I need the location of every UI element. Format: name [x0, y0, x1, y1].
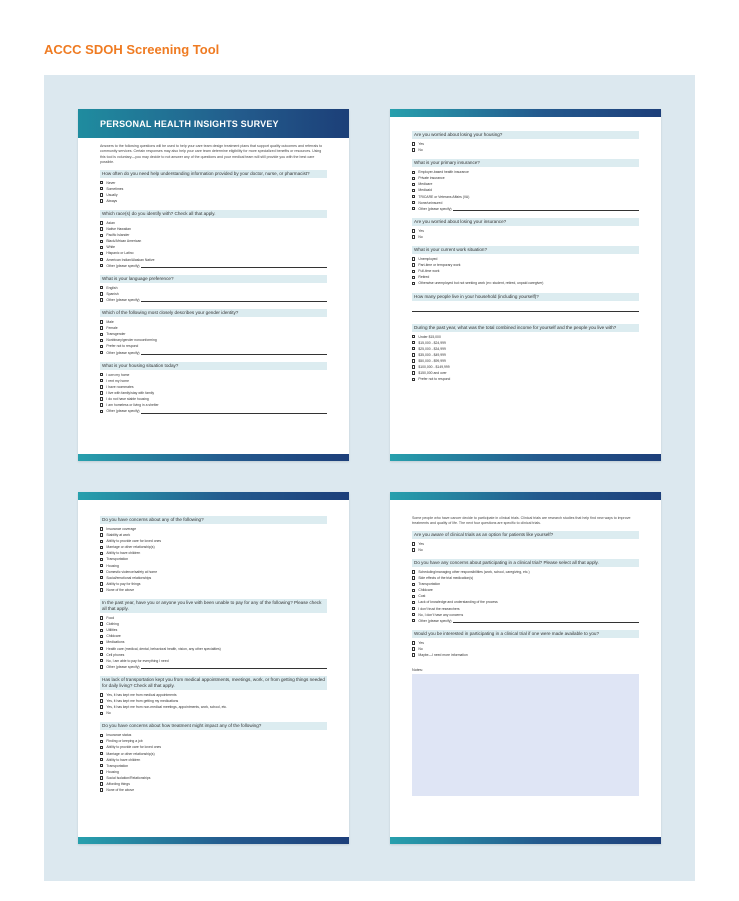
checkbox[interactable] [412, 653, 415, 656]
option-label: Other (please specify) [106, 664, 140, 669]
checkbox[interactable] [100, 629, 103, 632]
specify-line[interactable] [141, 263, 327, 268]
checkbox[interactable] [412, 353, 415, 356]
checkbox[interactable] [412, 171, 415, 174]
question-text: How often do you need help understanding information provided by your doctor, nurse, or pharmacist? [100, 170, 327, 178]
option-label: English [106, 285, 118, 290]
checkbox[interactable] [100, 582, 103, 585]
page-banner [78, 109, 349, 138]
option-label: Other (please specify) [418, 206, 452, 211]
option-label: Transportation [106, 557, 129, 562]
checkbox[interactable] [412, 263, 415, 266]
option-label: Unemployed [418, 257, 438, 262]
checkbox[interactable] [412, 229, 415, 232]
checkbox[interactable] [100, 558, 103, 561]
checkbox[interactable] [100, 199, 103, 202]
checkbox[interactable] [100, 705, 103, 708]
checkbox[interactable] [412, 607, 415, 610]
question-spacer [412, 658, 639, 664]
checkbox[interactable] [412, 201, 415, 204]
answer-option[interactable] [100, 350, 327, 356]
checkbox[interactable] [412, 235, 415, 238]
option-label: Utilities [106, 628, 118, 633]
option-label: Female [106, 326, 118, 331]
option-label: Finding or keeping a job [106, 739, 143, 744]
checkbox[interactable] [100, 588, 103, 591]
specify-line[interactable] [453, 618, 639, 623]
answer-option[interactable] [412, 206, 639, 212]
intro-text: Answers to the following questions will be used to help your care team design treatment plans that support quality outcomes and referrals to community services. Certain responses may also help your care team determine eligibility for more specialized benefits or resources. Using this tool is voluntary—you may decide to not answer any of the questions and your medical team will still provide you with the best care possible. [100, 144, 323, 165]
page-top-bar [390, 492, 661, 500]
page-top-bar [78, 492, 349, 500]
answer-option[interactable] [100, 664, 327, 670]
checkbox[interactable] [100, 193, 103, 196]
option-label: $35,000 - $49,999 [418, 352, 446, 357]
checkbox[interactable] [100, 286, 103, 289]
option-label: Marriage or other relationship(s) [106, 751, 155, 756]
checkbox[interactable] [100, 403, 103, 406]
option-label: Marriage or other relationship(s) [106, 545, 155, 550]
option-label: Private insurance [418, 176, 445, 181]
specify-line[interactable] [453, 206, 639, 211]
checkbox[interactable] [412, 589, 415, 592]
checkbox[interactable] [100, 776, 103, 779]
option-label: American Indian/Alaskan Native [106, 257, 155, 262]
option-label: Insurance status [106, 733, 132, 738]
specify-line[interactable] [141, 409, 327, 414]
checkbox[interactable] [412, 647, 415, 650]
checkbox[interactable] [100, 533, 103, 536]
option-label: Retired [418, 275, 430, 280]
question-text: Are you aware of clinical trials as an option for patients like yourself? [412, 531, 639, 539]
checkbox[interactable] [100, 552, 103, 555]
checkbox[interactable] [100, 320, 103, 323]
checkbox[interactable] [100, 339, 103, 342]
checkbox[interactable] [100, 616, 103, 619]
checkbox[interactable] [412, 189, 415, 192]
option-label: None of the above [106, 788, 135, 793]
checkbox[interactable] [100, 764, 103, 767]
option-label: I own my home [106, 372, 130, 377]
checkbox[interactable] [100, 252, 103, 255]
checkbox[interactable] [100, 540, 103, 543]
checkbox[interactable] [100, 734, 103, 737]
answer-line[interactable] [412, 303, 639, 312]
option-label: Cell phones [106, 652, 125, 657]
checkbox[interactable] [100, 770, 103, 773]
checkbox[interactable] [100, 326, 103, 329]
option-label: Full-time work [418, 269, 440, 274]
option-label: Stability at work [106, 533, 131, 538]
option-label: Spanish [106, 291, 119, 296]
option-label: Usually [106, 192, 118, 197]
question-spacer [100, 793, 327, 799]
option-label: I have roommates [106, 384, 134, 389]
option-label: Asian [106, 221, 115, 225]
option-label: No [106, 711, 111, 716]
option-label: I do not have stable housing [106, 396, 149, 401]
option-label: Native Hawaiian [106, 227, 131, 232]
option-label: No [418, 234, 423, 239]
checkbox[interactable] [412, 276, 415, 279]
checkbox[interactable] [412, 183, 415, 186]
option-label: Medications [106, 640, 125, 645]
question-list [100, 516, 327, 799]
option-label: Yes [418, 640, 424, 645]
checkbox[interactable] [100, 410, 103, 413]
option-label: Under $15,000 [418, 334, 441, 339]
option-label: I rent my home [106, 378, 130, 383]
option-label: Other (please specify) [106, 263, 140, 268]
checkbox[interactable] [100, 240, 103, 243]
option-label: Yes [418, 142, 424, 146]
question-text: Do you have any concerns about participating in a clinical trial? Please select all that apply. [412, 559, 639, 567]
checkbox[interactable] [100, 397, 103, 400]
page-bottom-bar [390, 454, 661, 461]
option-label: Transportation [106, 763, 129, 768]
checkbox[interactable] [100, 345, 103, 348]
checkbox[interactable] [100, 298, 103, 301]
checkbox[interactable] [412, 207, 415, 210]
option-label: Health care (medical, dental, behavioral health, vision, any other specialties) [106, 646, 221, 651]
survey-page-3 [78, 492, 349, 844]
option-label: No, I don't have any concerns [418, 612, 464, 617]
checkbox[interactable] [100, 391, 103, 394]
page-bottom-bar [78, 454, 349, 461]
checkbox[interactable] [100, 752, 103, 755]
checkbox[interactable] [100, 264, 103, 267]
option-label: None of the above [106, 587, 135, 592]
option-label: Scheduling/managing other responsibilities (work, school, caregiving, etc.) [418, 570, 530, 574]
checkbox[interactable] [412, 570, 415, 573]
option-label: Black/African American [106, 239, 142, 244]
question-list [412, 531, 639, 664]
specify-line[interactable] [141, 350, 327, 355]
option-label: Sometimes [106, 186, 124, 191]
checkbox[interactable] [100, 782, 103, 785]
option-label: I am homeless or living in a shelter [106, 403, 159, 408]
option-label: I live with family/stay with family [106, 390, 155, 395]
checkbox[interactable] [412, 641, 415, 644]
question-text: Are you worried about losing your housing? [412, 131, 639, 139]
question-text: What is your current work situation? [412, 246, 639, 254]
option-label: Pacific Islander [106, 233, 130, 238]
question-spacer [412, 382, 639, 388]
option-label: No [418, 646, 423, 651]
checkbox[interactable] [412, 365, 415, 368]
option-label: Part-time or temporary work [418, 263, 461, 268]
checkbox[interactable] [412, 347, 415, 350]
answer-option[interactable] [100, 263, 327, 269]
checkbox[interactable] [100, 758, 103, 761]
checkbox[interactable] [100, 292, 103, 295]
answer-option[interactable] [412, 618, 639, 624]
checkbox[interactable] [100, 527, 103, 530]
page-bottom-bar [390, 837, 661, 844]
checkbox[interactable] [100, 351, 103, 354]
option-label: None/uninsured [418, 200, 443, 205]
option-label: Side effects of the trial medication(s) [418, 576, 474, 581]
option-label: Yes, it has kept me from getting my medications [106, 698, 179, 703]
option-label: Ability to provide care for loved ones [106, 745, 162, 750]
survey-page-1 [78, 109, 349, 461]
question-text: Which race(s) do you identify with? Check all that apply. [100, 210, 327, 218]
option-label: Ability to pay for things [106, 581, 141, 586]
question-text: Has lack of transportation kept you from medical appointments, meetings, work, or from getting things needed for daily living? Check all that apply. [100, 676, 327, 690]
checkbox[interactable] [100, 647, 103, 650]
checkbox[interactable] [412, 195, 415, 198]
checkbox[interactable] [412, 378, 415, 381]
option-label: Yes, it has kept me from medical appointments [106, 692, 177, 697]
checkbox[interactable] [100, 379, 103, 382]
checkbox[interactable] [100, 576, 103, 579]
option-label: Ability to provide care for loved ones [106, 539, 162, 544]
checkbox[interactable] [100, 635, 103, 638]
question-text: Do you have concerns about how treatment might impact any of the following? [100, 722, 327, 730]
question-text: In the past year, have you or anyone you live with been unable to pay for any of the following? Please check all that apply. [100, 599, 327, 613]
checkbox[interactable] [100, 659, 103, 662]
question-text: Would you be interested in participating in a clinical trial if one were made available to you? [412, 630, 639, 638]
checkbox[interactable] [100, 788, 103, 791]
checkbox[interactable] [100, 699, 103, 702]
option-label: Transportation [418, 582, 441, 587]
checkbox[interactable] [412, 601, 415, 604]
question-text: How many people live in your household (including yourself)? [412, 293, 639, 301]
document-title: ACCC SDOH Screening Tool [44, 42, 220, 57]
checkbox[interactable] [412, 595, 415, 598]
checkbox[interactable] [412, 371, 415, 374]
option-label: Lack of knowledge and understanding of the process [418, 600, 498, 605]
option-label: Never [106, 180, 116, 185]
checkbox[interactable] [100, 546, 103, 549]
checkbox[interactable] [412, 619, 415, 622]
checkbox[interactable] [100, 693, 103, 696]
checkbox[interactable] [412, 548, 415, 551]
checkbox[interactable] [100, 622, 103, 625]
question-list [412, 131, 639, 388]
option-label: Ability to have children [106, 551, 141, 556]
checkbox[interactable] [100, 665, 103, 668]
clinical-trials-intro: Some people who have cancer decide to participate in clinical trials. Clinical trials are research studies that help find new ways to improve treatments and quality of life. The next four questions are specific to clinical trials. [412, 516, 631, 526]
option-label: Housing [106, 563, 119, 568]
checkbox[interactable] [412, 542, 415, 545]
option-label: $100,000 - $149,999 [418, 364, 450, 369]
option-label: Yes [418, 541, 424, 546]
checkbox[interactable] [100, 740, 103, 743]
option-label: Prefer not to respond [106, 344, 139, 349]
answer-option[interactable] [100, 297, 327, 303]
option-label: Prefer not to respond [418, 377, 451, 382]
option-label: Hispanic or Latino [106, 251, 134, 256]
checkbox[interactable] [100, 187, 103, 190]
notes-field[interactable] [412, 674, 639, 796]
checkbox[interactable] [100, 227, 103, 230]
question-text: What is your language preference? [100, 275, 327, 283]
option-label: Insurance coverage [106, 527, 137, 531]
checkbox[interactable] [100, 234, 103, 237]
checkbox[interactable] [412, 282, 415, 285]
option-label: Cost [418, 594, 426, 599]
option-label: Clothing [106, 622, 119, 627]
checkbox[interactable] [412, 359, 415, 362]
option-label: Medicare [418, 182, 433, 187]
question-list [100, 170, 327, 421]
option-label: Housing [106, 769, 119, 774]
option-label: $25,000 - $34,999 [418, 346, 446, 351]
option-label: Other (please specify) [418, 618, 452, 623]
option-label: $150,000 and over [418, 371, 447, 376]
page-bottom-bar [78, 837, 349, 844]
option-label: Food [106, 616, 115, 621]
checkbox[interactable] [412, 257, 415, 260]
checkbox[interactable] [100, 385, 103, 388]
checkbox[interactable] [412, 583, 415, 586]
option-label: Affording things [106, 782, 130, 786]
option-label: Domestic violence/safety at home [106, 569, 158, 574]
survey-page-2 [390, 109, 661, 461]
option-label: Childcare [418, 588, 433, 593]
option-label: $15,000 - $24,999 [418, 340, 446, 345]
option-label: $50,000 - $99,999 [418, 358, 446, 363]
checkbox[interactable] [100, 653, 103, 656]
option-label: TRICARE or Veterans Affairs (VA) [418, 194, 470, 199]
checkbox[interactable] [100, 373, 103, 376]
checkbox[interactable] [412, 142, 415, 145]
checkbox[interactable] [412, 177, 415, 180]
option-label: Other (please specify) [106, 409, 140, 414]
option-label: Nonbinary/gender nonconforming [106, 338, 157, 343]
question-text: What is your primary insurance? [412, 159, 639, 167]
option-label: Other (please specify) [106, 350, 140, 355]
option-label: Male [106, 320, 114, 325]
option-label: Transgender [106, 332, 126, 337]
option-label: Always [106, 198, 118, 203]
option-label: Other (please specify) [106, 297, 140, 302]
checkbox[interactable] [100, 221, 103, 224]
checkbox[interactable] [100, 246, 103, 249]
option-label: Otherwise unemployed but not seeking work (ex: student, retired, unpaid caregiver) [418, 281, 544, 286]
checkbox[interactable] [100, 258, 103, 261]
notes-label: Notes: [412, 668, 423, 673]
option-label: Childcare [106, 634, 121, 639]
checkbox[interactable] [100, 333, 103, 336]
specify-line[interactable] [141, 664, 327, 669]
question-text: Do you have concerns about any of the following? [100, 516, 327, 524]
option-label: Ability to have children [106, 757, 141, 762]
specify-line[interactable] [141, 297, 327, 302]
question-text: Are you worried about losing your insurance? [412, 218, 639, 226]
option-label: Social Isolation/Relationships [106, 775, 151, 780]
checkbox[interactable] [100, 641, 103, 644]
checkbox[interactable] [100, 570, 103, 573]
question-text: What is your housing situation today? [100, 362, 327, 370]
survey-title: PERSONAL HEALTH INSIGHTS SURVEY [100, 119, 279, 129]
option-label: White [106, 245, 116, 250]
checkbox[interactable] [412, 576, 415, 579]
question-text: During the past year, what was the total combined income for yourself and the people you live with? [412, 324, 639, 332]
option-label: Yes [418, 228, 424, 233]
answer-option[interactable] [100, 408, 327, 414]
checkbox[interactable] [412, 613, 415, 616]
option-label: I don't trust the researchers [418, 606, 460, 611]
option-label: No [418, 148, 423, 153]
checkbox[interactable] [100, 712, 103, 715]
checkbox[interactable] [412, 341, 415, 344]
survey-page-4 [390, 492, 661, 844]
option-label: Medicaid [418, 188, 432, 193]
checkbox[interactable] [100, 181, 103, 184]
option-label: Yes, it has kept me from non-medical meetings, appointments, work, school, etc. [106, 705, 228, 710]
question-spacer [100, 414, 327, 420]
checkbox[interactable] [100, 746, 103, 749]
checkbox[interactable] [412, 335, 415, 338]
option-label: Social/emotional relationships [106, 575, 152, 580]
checkbox[interactable] [412, 270, 415, 273]
option-label: Employer-based health insurance [418, 170, 469, 175]
checkbox[interactable] [412, 148, 415, 151]
page-top-bar [390, 109, 661, 117]
preview-panel [44, 75, 695, 881]
option-label: No [418, 547, 423, 552]
option-label: No, I am able to pay for everything I need [106, 658, 169, 663]
option-label: Maybe—I need more information [418, 653, 468, 658]
checkbox[interactable] [100, 564, 103, 567]
question-text: Which of the following most closely describes your gender identity? [100, 309, 327, 317]
